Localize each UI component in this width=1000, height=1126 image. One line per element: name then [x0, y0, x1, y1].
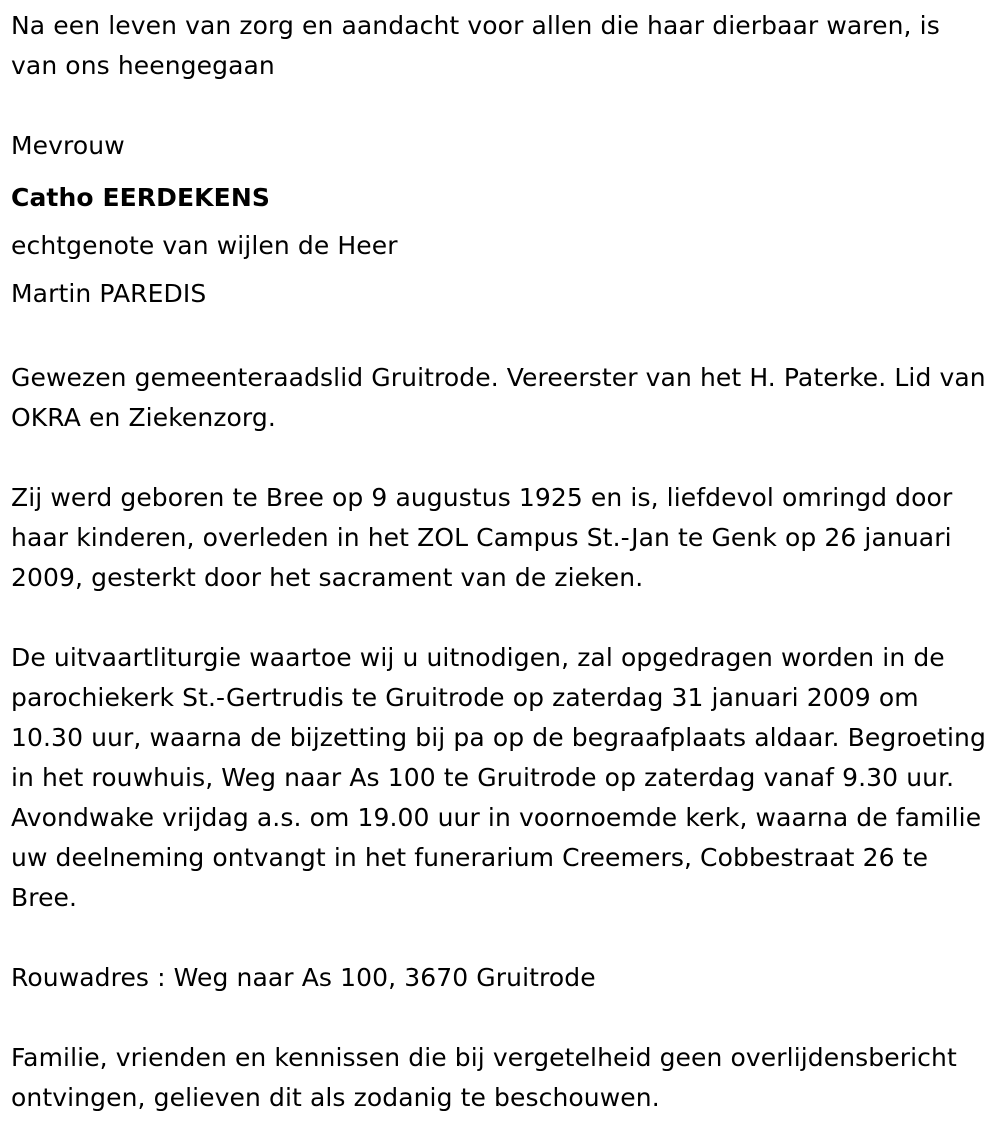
death-notice: [11, 6, 993, 1118]
intro-text: Na een leven van zorg en aandacht voor allen die haar dierbaar waren, is van ons heengegaan: [11, 11, 940, 80]
address-text: Rouwadres : Weg naar As 100, 3670 Gruitrode: [11, 963, 596, 992]
spouse-name: Martin PAREDIS: [11, 279, 207, 308]
deceased-name: Catho EERDEKENS: [11, 183, 270, 212]
deceased-identity: [11, 126, 993, 318]
functions-text: Gewezen gemeenteraadslid Gruitrode. Vereerster van het H. Paterke. Lid van OKRA en Ziekenzorg.: [11, 363, 986, 432]
title-text: Mevrouw: [11, 131, 125, 160]
closing-text: Familie, vrienden en kennissen die bij vergetelheid geen overlijdensbericht ontvingen, gelieven dit als zodanig te beschouwen.: [11, 1043, 957, 1112]
birth-death-text: Zij werd geboren te Bree op 9 augustus 1925 en is, liefdevol omringd door haar kinderen, overleden in het ZOL Campus St.-Jan te Genk op 26 januari 2009, gesterkt door het sacrament van de zieken.: [11, 483, 953, 592]
ceremony-text: De uitvaartliturgie waartoe wij u uitnodigen, zal opgedragen worden in de parochiekerk St.-Gertrudis te Gruitrode op zaterdag 31 januari 2009 om 10.30 uur, waarna de bijzetting bij pa op de begraafplaats aldaar. Begroeting in het rouwhuis, Weg naar As 100 te Gruitrode op zaterdag vanaf 9.30 uur. Avondwake vrijdag a.s. om 19.00 uur in voornoemde kerk, waarna de familie uw deelneming ontvangt in het funerarium Creemers, Cobbestraat 26 te Bree.: [11, 643, 986, 912]
relation-text: echtgenote van wijlen de Heer: [11, 231, 398, 260]
